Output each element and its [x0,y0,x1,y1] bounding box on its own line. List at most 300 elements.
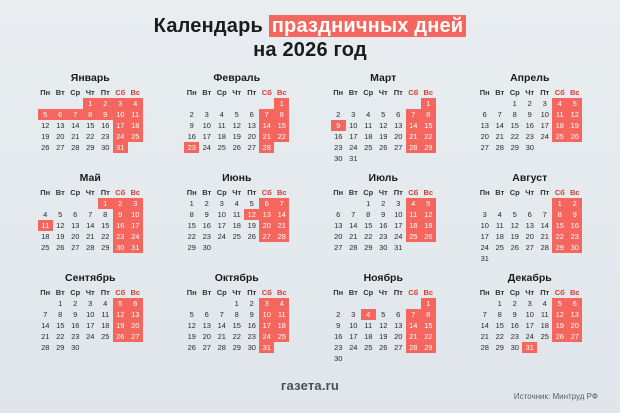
holiday-day-cell: 2 [567,198,582,209]
holiday-day-cell: 25 [552,131,567,142]
weekday-header-row [184,287,289,298]
empty-day-cell [184,298,199,309]
holiday-day-cell: 31 [259,342,274,353]
holiday-day-cell: 1 [83,98,98,109]
day-cell: 12 [187,321,196,330]
weekday-header: Сб [115,188,126,197]
weekday-header: Ср [509,88,520,97]
week-row [184,220,289,231]
empty-day-cell [376,153,391,164]
week-row [38,309,143,320]
empty-day-cell [38,198,53,209]
empty-day-cell [537,253,552,264]
holiday-day-cell: 21 [406,331,421,342]
week-row [184,342,289,353]
week-row [38,209,143,220]
weekday-header: Чт [525,188,535,197]
month-name: Ноябрь [363,272,403,284]
weekday-header-row [38,87,143,98]
weekday-header: Вт [495,188,505,197]
month-name: Февраль [213,72,261,84]
holiday-day-cell: 31 [128,242,143,253]
week-row [477,253,582,264]
week-row [331,342,436,353]
day-cell: 11 [540,310,549,319]
empty-day-cell [274,342,289,353]
day-cell: 29 [56,343,65,352]
day-cell: 4 [43,210,48,219]
day-cell: 22 [86,132,95,141]
weekday-header: Ср [216,288,227,297]
weekday-header: Чт [525,88,535,97]
month-table [38,287,143,353]
holiday-day-cell: 21 [274,220,289,231]
day-cell: 22 [101,232,110,241]
month-block [22,172,159,264]
day-cell: 16 [101,121,110,130]
day-cell: 27 [202,343,211,352]
weekday-header: Сб [408,288,419,297]
week-row [184,331,289,342]
source-label: Источник: Минтруд РФ [513,392,598,401]
weekday-header: Ср [216,188,227,197]
holiday-day-cell: 6 [567,298,582,309]
holiday-day-cell: 31 [113,142,128,153]
month-table [184,87,289,153]
day-cell: 19 [510,232,519,241]
week-row [38,120,143,131]
day-cell: 10 [86,310,95,319]
holiday-day-cell: 11 [274,309,289,320]
holiday-day-cell: 30 [567,242,582,253]
holiday-day-cell: 7 [406,309,421,320]
day-cell: 14 [217,321,226,330]
weekday-header: Чт [378,188,388,197]
week-row [38,131,143,142]
empty-day-cell [507,253,522,264]
weekday-header-row [38,187,143,198]
empty-day-cell [128,342,143,353]
weekday-header: Вт [202,88,212,97]
day-cell: 16 [202,221,211,230]
day-cell: 10 [480,221,489,230]
empty-day-cell [259,98,274,109]
empty-day-cell [406,353,421,364]
month-block [462,72,599,164]
day-cell: 23 [525,132,534,141]
week-row [331,242,436,253]
empty-day-cell [361,298,376,309]
weekday-header: Ср [509,288,520,297]
weekday-header: Чт [232,188,242,197]
day-cell: 7 [542,210,547,219]
day-cell: 7 [497,110,502,119]
day-cell: 9 [249,310,254,319]
day-cell: 30 [510,343,519,352]
day-cell: 1 [366,199,371,208]
weekday-header: Вс [130,288,141,297]
week-row [331,131,436,142]
holiday-day-cell: 2 [113,198,128,209]
weekday-header: Пн [479,88,490,97]
holiday-day-cell: 20 [128,320,143,331]
holiday-day-cell: 15 [421,320,436,331]
holiday-day-cell: 2 [98,98,113,109]
holiday-day-cell: 4 [274,298,289,309]
day-cell: 23 [71,332,80,341]
weekday-header: Пт [100,288,110,297]
day-cell: 11 [217,121,226,130]
week-row [38,231,143,242]
empty-day-cell [391,298,406,309]
week-row [331,320,436,331]
day-cell: 3 [542,99,547,108]
day-cell: 17 [349,132,358,141]
day-cell: 2 [512,299,517,308]
weekday-header: Пт [247,88,257,97]
week-row [477,331,582,342]
month-name: Октябрь [214,272,259,284]
day-cell: 4 [542,299,547,308]
day-cell: 7 [482,310,487,319]
day-cell: 22 [232,332,241,341]
day-cell: 18 [101,321,110,330]
day-cell: 20 [56,132,65,141]
day-cell: 8 [512,110,517,119]
week-row [184,98,289,109]
holiday-day-cell: 9 [98,109,113,120]
week-row [38,342,143,353]
weekday-header: Пн [186,288,197,297]
day-cell: 23 [247,332,256,341]
holiday-day-cell: 28 [259,142,274,153]
weekday-header: Вс [276,288,287,297]
holiday-day-cell: 4 [361,309,376,320]
day-cell: 27 [247,143,256,152]
day-cell: 12 [56,221,65,230]
holiday-day-cell: 26 [113,331,128,342]
weekday-header: Вс [130,88,141,97]
day-cell: 27 [56,143,65,152]
weekday-header: Сб [261,288,272,297]
weekday-header: Вт [202,188,212,197]
day-cell: 24 [480,243,489,252]
month-table [38,187,143,253]
holiday-day-cell: 15 [421,120,436,131]
empty-day-cell [492,198,507,209]
day-cell: 11 [101,310,110,319]
empty-day-cell [406,98,421,109]
holiday-day-cell: 16 [567,220,582,231]
holiday-day-cell: 26 [552,331,567,342]
day-cell: 18 [540,321,549,330]
day-cell: 12 [379,121,388,130]
day-cell: 29 [510,143,519,152]
weekday-header-row [477,287,582,298]
day-cell: 23 [334,343,343,352]
month-block [169,72,306,164]
holiday-day-cell: 5 [567,98,582,109]
empty-day-cell [113,342,128,353]
week-row [38,109,143,120]
day-cell: 24 [217,232,226,241]
month-name: Март [370,72,397,84]
empty-day-cell [391,153,406,164]
weekday-header: Вт [202,288,212,297]
day-cell: 6 [336,210,341,219]
weekday-header: Пн [333,288,344,297]
weekday-header: Чт [232,88,242,97]
week-row [184,320,289,331]
week-row [331,153,436,164]
weekday-header: Вс [423,88,434,97]
week-row [477,109,582,120]
day-cell: 16 [247,321,256,330]
day-cell: 20 [247,132,256,141]
day-cell: 2 [336,110,341,119]
holiday-day-cell: 22 [274,131,289,142]
empty-day-cell [259,242,274,253]
day-cell: 9 [336,321,341,330]
month-name: Декабрь [507,272,552,284]
day-cell: 29 [101,243,110,252]
week-row [38,320,143,331]
holiday-day-cell: 13 [567,309,582,320]
empty-day-cell [507,198,522,209]
day-cell: 28 [217,343,226,352]
day-cell: 9 [189,121,194,130]
holiday-day-cell: 5 [421,198,436,209]
day-cell: 10 [349,121,358,130]
day-cell: 8 [189,210,194,219]
day-cell: 21 [41,332,50,341]
empty-day-cell [537,198,552,209]
day-cell: 17 [217,221,226,230]
day-cell: 19 [247,221,256,230]
holiday-day-cell: 5 [552,298,567,309]
holiday-day-cell: 6 [128,298,143,309]
holiday-day-cell: 21 [259,131,274,142]
day-cell: 29 [187,243,196,252]
day-cell: 19 [187,332,196,341]
day-cell: 18 [364,332,373,341]
weekday-header: Пт [393,188,403,197]
day-cell: 15 [232,321,241,330]
week-row [184,198,289,209]
day-cell: 5 [58,210,63,219]
day-cell: 5 [381,310,386,319]
day-cell: 5 [234,110,239,119]
day-cell: 1 [497,299,502,308]
day-cell: 17 [480,232,489,241]
weekday-header: Пн [40,188,51,197]
day-cell: 13 [394,321,403,330]
holiday-day-cell: 16 [113,220,128,231]
day-cell: 16 [71,321,80,330]
day-cell: 21 [71,132,80,141]
weekday-header: Вт [348,288,358,297]
week-row [331,298,436,309]
holiday-day-cell: 7 [259,109,274,120]
empty-day-cell [68,198,83,209]
empty-day-cell [477,98,492,109]
weekday-header-row [184,187,289,198]
day-cell: 16 [525,121,534,130]
month-name: Август [512,172,548,184]
day-cell: 28 [86,243,95,252]
weekday-header: Чт [525,288,535,297]
week-row [331,98,436,109]
holiday-day-cell: 27 [567,331,582,342]
weekday-header: Пт [540,88,550,97]
title-text-before: Календарь [153,15,269,37]
month-table [184,287,289,353]
empty-day-cell [567,342,582,353]
weekday-header: Чт [232,288,242,297]
week-row [184,131,289,142]
week-row [184,231,289,242]
holiday-day-cell: 8 [421,309,436,320]
holiday-day-cell: 12 [552,309,567,320]
day-cell: 23 [334,143,343,152]
month-table [331,187,436,253]
day-cell: 28 [540,243,549,252]
weekday-header: Сб [261,88,272,97]
week-row [331,220,436,231]
week-row [38,298,143,309]
holiday-day-cell: 23 [184,142,199,153]
day-cell: 16 [510,321,519,330]
day-cell: 27 [394,343,403,352]
holiday-day-cell: 9 [567,209,582,220]
weekday-header: Сб [261,188,272,197]
day-cell: 30 [334,154,343,163]
day-cell: 15 [495,321,504,330]
day-cell: 4 [103,299,108,308]
holiday-day-cell: 24 [259,331,274,342]
week-row [184,242,289,253]
week-row [477,309,582,320]
day-cell: 18 [232,221,241,230]
holiday-day-cell: 12 [113,309,128,320]
empty-day-cell [98,342,113,353]
empty-day-cell [537,342,552,353]
week-row [331,109,436,120]
day-cell: 20 [525,232,534,241]
holiday-day-cell: 15 [274,120,289,131]
empty-day-cell [391,353,406,364]
empty-day-cell [522,198,537,209]
empty-day-cell [199,298,214,309]
empty-day-cell [537,142,552,153]
day-cell: 8 [103,210,108,219]
day-cell: 28 [41,343,50,352]
weekday-header-row [38,287,143,298]
day-cell: 26 [247,232,256,241]
empty-day-cell [477,198,492,209]
day-cell: 24 [349,143,358,152]
day-cell: 14 [86,221,95,230]
empty-day-cell [421,353,436,364]
weekday-header: Вс [423,288,434,297]
holiday-day-cell: 29 [421,342,436,353]
day-cell: 26 [41,143,50,152]
day-cell: 26 [232,143,241,152]
week-row [477,242,582,253]
empty-day-cell [361,153,376,164]
month-table [477,87,582,153]
week-row [477,298,582,309]
day-cell: 18 [41,232,50,241]
day-cell: 31 [480,254,489,263]
day-cell: 6 [482,110,487,119]
holiday-day-cell: 8 [83,109,98,120]
day-cell: 22 [56,332,65,341]
day-cell: 15 [101,221,110,230]
day-cell: 21 [349,232,358,241]
holiday-day-cell: 4 [128,98,143,109]
weekday-header: Пн [479,188,490,197]
day-cell: 3 [88,299,93,308]
empty-day-cell [274,242,289,253]
day-cell: 27 [480,143,489,152]
weekday-header: Чт [378,288,388,297]
day-cell: 21 [540,232,549,241]
day-cell: 14 [71,121,80,130]
day-cell: 3 [351,310,356,319]
day-cell: 10 [349,321,358,330]
month-block [462,172,599,264]
empty-day-cell [274,142,289,153]
day-cell: 7 [88,210,93,219]
weekday-header: Ср [70,88,81,97]
day-cell: 13 [525,221,534,230]
day-cell: 3 [351,110,356,119]
holiday-day-cell: 19 [567,120,582,131]
day-cell: 14 [495,121,504,130]
weekday-header: Ср [363,188,374,197]
day-cell: 28 [480,343,489,352]
title-line-2: на 2026 год [253,39,367,61]
holiday-day-cell: 12 [421,209,436,220]
weekday-header: Сб [554,188,565,197]
holiday-day-cell: 1 [421,98,436,109]
day-cell: 28 [349,243,358,252]
empty-day-cell [552,342,567,353]
weekday-header: Пт [393,88,403,97]
holiday-day-cell: 5 [38,109,53,120]
day-cell: 29 [86,143,95,152]
day-cell: 28 [495,143,504,152]
holiday-day-cell: 7 [68,109,83,120]
holiday-day-cell: 10 [259,309,274,320]
weekday-header: Сб [115,288,126,297]
empty-day-cell [244,242,259,253]
day-cell: 23 [510,332,519,341]
month-table [477,287,582,353]
holiday-day-cell: 22 [421,131,436,142]
weekday-header: Ср [363,288,374,297]
day-cell: 20 [394,132,403,141]
day-cell: 12 [510,221,519,230]
day-cell: 14 [349,221,358,230]
holiday-day-cell: 17 [113,120,128,131]
holiday-day-cell: 17 [259,320,274,331]
day-cell: 30 [334,354,343,363]
holiday-day-cell: 6 [259,198,274,209]
week-row [477,131,582,142]
day-cell: 19 [379,132,388,141]
